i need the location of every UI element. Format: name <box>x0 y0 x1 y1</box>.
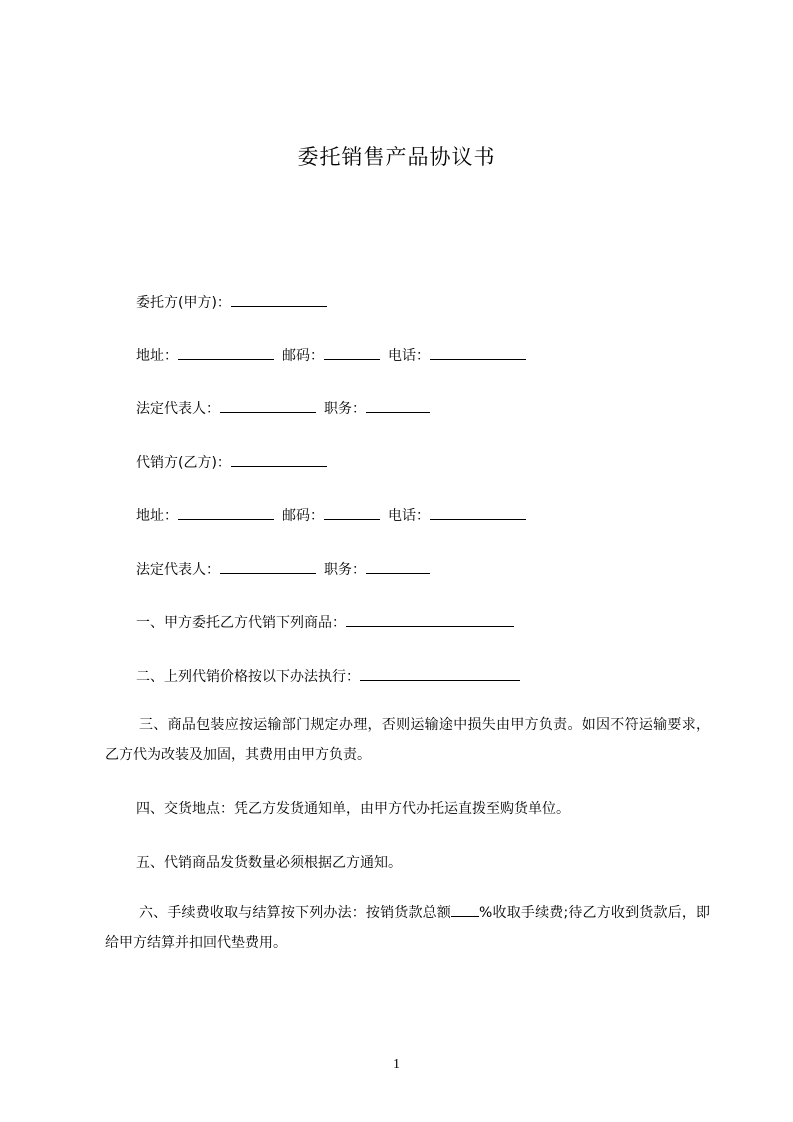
page-number: 1 <box>393 1057 400 1072</box>
party-a-postcode-blank[interactable] <box>324 345 380 360</box>
party-b-address-blank[interactable] <box>178 505 274 520</box>
party-a-address-blank[interactable] <box>178 345 274 360</box>
party-b-postcode-label: 邮码： <box>282 508 324 524</box>
clause-6-text-after: %收取手续费;待乙方收到货款后，即给甲方结算并扣回代垫费用。 <box>105 905 710 951</box>
party-b-rep-blank[interactable] <box>220 559 316 574</box>
clause-1-goods-blank[interactable] <box>346 612 514 627</box>
party-a-phone-blank[interactable] <box>430 345 526 360</box>
clause-6 <box>105 898 710 958</box>
clause-1 <box>136 612 514 633</box>
clause-6-text-before: 六、手续费收取与结算按下列办法：按销货款总额 <box>139 905 452 921</box>
clause-6-percentage-blank[interactable] <box>451 902 479 917</box>
document-title: 委托销售产品协议书 <box>297 145 496 169</box>
party-b-label: 代销方(乙方)： <box>136 455 231 471</box>
party-a-line <box>136 292 327 313</box>
clause-2-price-blank[interactable] <box>360 666 520 681</box>
party-b-rep-line <box>136 559 430 580</box>
party-b-address-label: 地址： <box>136 508 178 524</box>
party-b-rep-label: 法定代表人： <box>136 562 220 578</box>
party-a-position-label: 职务： <box>324 401 366 417</box>
party-a-name-blank[interactable] <box>231 292 327 307</box>
clause-2-text: 二、上列代销价格按以下办法执行： <box>136 669 360 685</box>
party-a-rep-line <box>136 398 430 419</box>
party-a-position-blank[interactable] <box>366 398 430 413</box>
party-a-address-label: 地址： <box>136 348 178 364</box>
clause-5: 五、代销商品发货数量必须根据乙方通知。 <box>136 855 402 871</box>
party-b-phone-label: 电话： <box>388 508 430 524</box>
party-a-phone-label: 电话： <box>388 348 430 364</box>
party-b-position-blank[interactable] <box>366 559 430 574</box>
party-a-postcode-label: 邮码： <box>282 348 324 364</box>
party-b-position-label: 职务： <box>324 562 366 578</box>
party-b-line <box>136 452 327 473</box>
party-b-phone-blank[interactable] <box>430 505 526 520</box>
party-a-label: 委托方(甲方)： <box>136 295 231 311</box>
clause-1-text: 一、甲方委托乙方代销下列商品： <box>136 615 346 631</box>
party-a-contact-line <box>136 345 526 366</box>
clause-3: 三、商品包装应按运输部门规定办理，否则运输途中损失由甲方负责。如因不符运输要求，乙方代为改装及加固，其费用由甲方负责。 <box>105 717 710 763</box>
clause-2 <box>136 666 520 687</box>
clause-4: 四、交货地点：凭乙方发货通知单，由甲方代办托运直拨至购货单位。 <box>136 801 570 817</box>
party-a-rep-blank[interactable] <box>220 398 316 413</box>
party-b-contact-line <box>136 505 526 526</box>
party-b-postcode-blank[interactable] <box>324 505 380 520</box>
party-b-name-blank[interactable] <box>231 452 327 467</box>
party-a-rep-label: 法定代表人： <box>136 401 220 417</box>
